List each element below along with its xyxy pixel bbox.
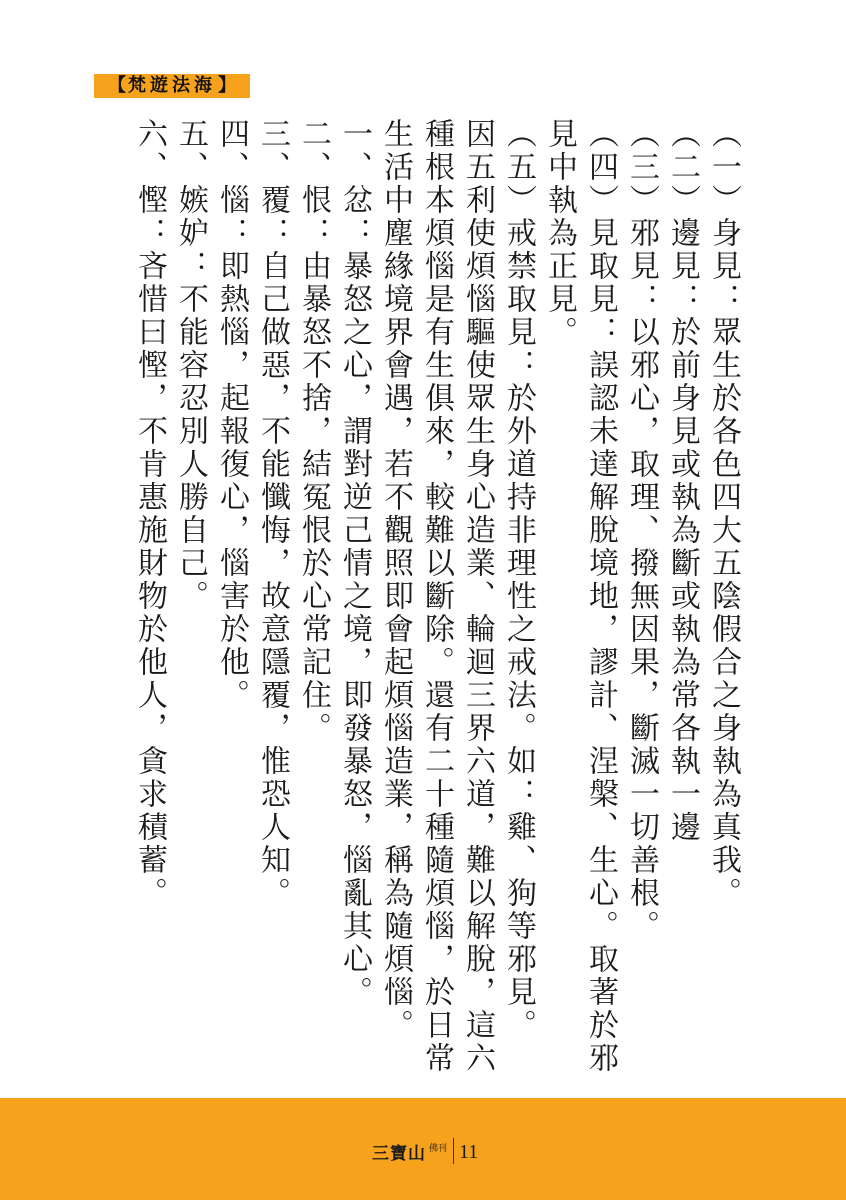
paragraph-identity-view: （一）身見：眾生於各色四大五陰假合之身執為真我。 <box>706 118 741 910</box>
bracket-left: 【 <box>108 75 126 96</box>
footer-divider <box>453 1138 454 1164</box>
page-number: 11 <box>459 1141 479 1163</box>
footer-band <box>0 1098 846 1200</box>
paragraph-anger: 一、忿：暴怒之心，謂對逆己情之境，即發暴怒，惱亂其心。 <box>337 118 372 1009</box>
paragraph-wrong-view: （三）邪見：以邪心，取理、撥無因果，斷滅一切善根。 <box>624 118 659 943</box>
section-tag <box>94 74 250 98</box>
publication-sub: 佛刊 <box>429 1144 448 1154</box>
bracket-right: 】 <box>218 75 236 96</box>
paragraph-precept-attachment: （五）戒禁取見：於外道持非理性之戒法。如：雞、狗等邪見。 <box>501 118 536 1042</box>
footer-brand <box>372 1138 478 1164</box>
paragraph-extreme-view: （二）邊見：於前身見或執為斷或執為常各執一邊 <box>665 118 700 844</box>
paragraph-view-attachment: （四）見取見：誤認未達解脫境地，謬計、涅槃、生心。取著於邪見中執為正見。 <box>542 118 618 1075</box>
publication-name: 三寶山 <box>372 1144 426 1164</box>
paragraph-concealment: 三、覆：自己做惡，不能懺悔，故意隱覆，惟恐人知。 <box>255 118 290 910</box>
paragraph-stinginess: 六、慳：吝惜曰慳，不肯惠施財物於他人，貪求積蓄。 <box>132 118 167 910</box>
paragraph-vexation: 四、惱：即熱惱，起報復心，惱害於他。 <box>214 118 249 712</box>
section-tag-label: 梵遊法海 <box>128 75 216 96</box>
paragraph-afflictions-summary: 因五利使煩惱驅使眾生身心造業、輪迴三界六道，難以解脫，這六種根本煩惱是有生俱來，較難以斷除。還有二十種隨煩惱，於日常生活中塵緣境界會遇，若不觀照即會起煩惱造業，稱為隨煩惱。 <box>378 118 495 1075</box>
paragraph-jealousy: 五、嫉妒：不能容忍別人勝自己。 <box>173 118 208 613</box>
paragraph-resentment: 二、恨：由暴怒不捨，結冤恨於心常記住。 <box>296 118 331 745</box>
vertical-body-text <box>104 118 744 1078</box>
